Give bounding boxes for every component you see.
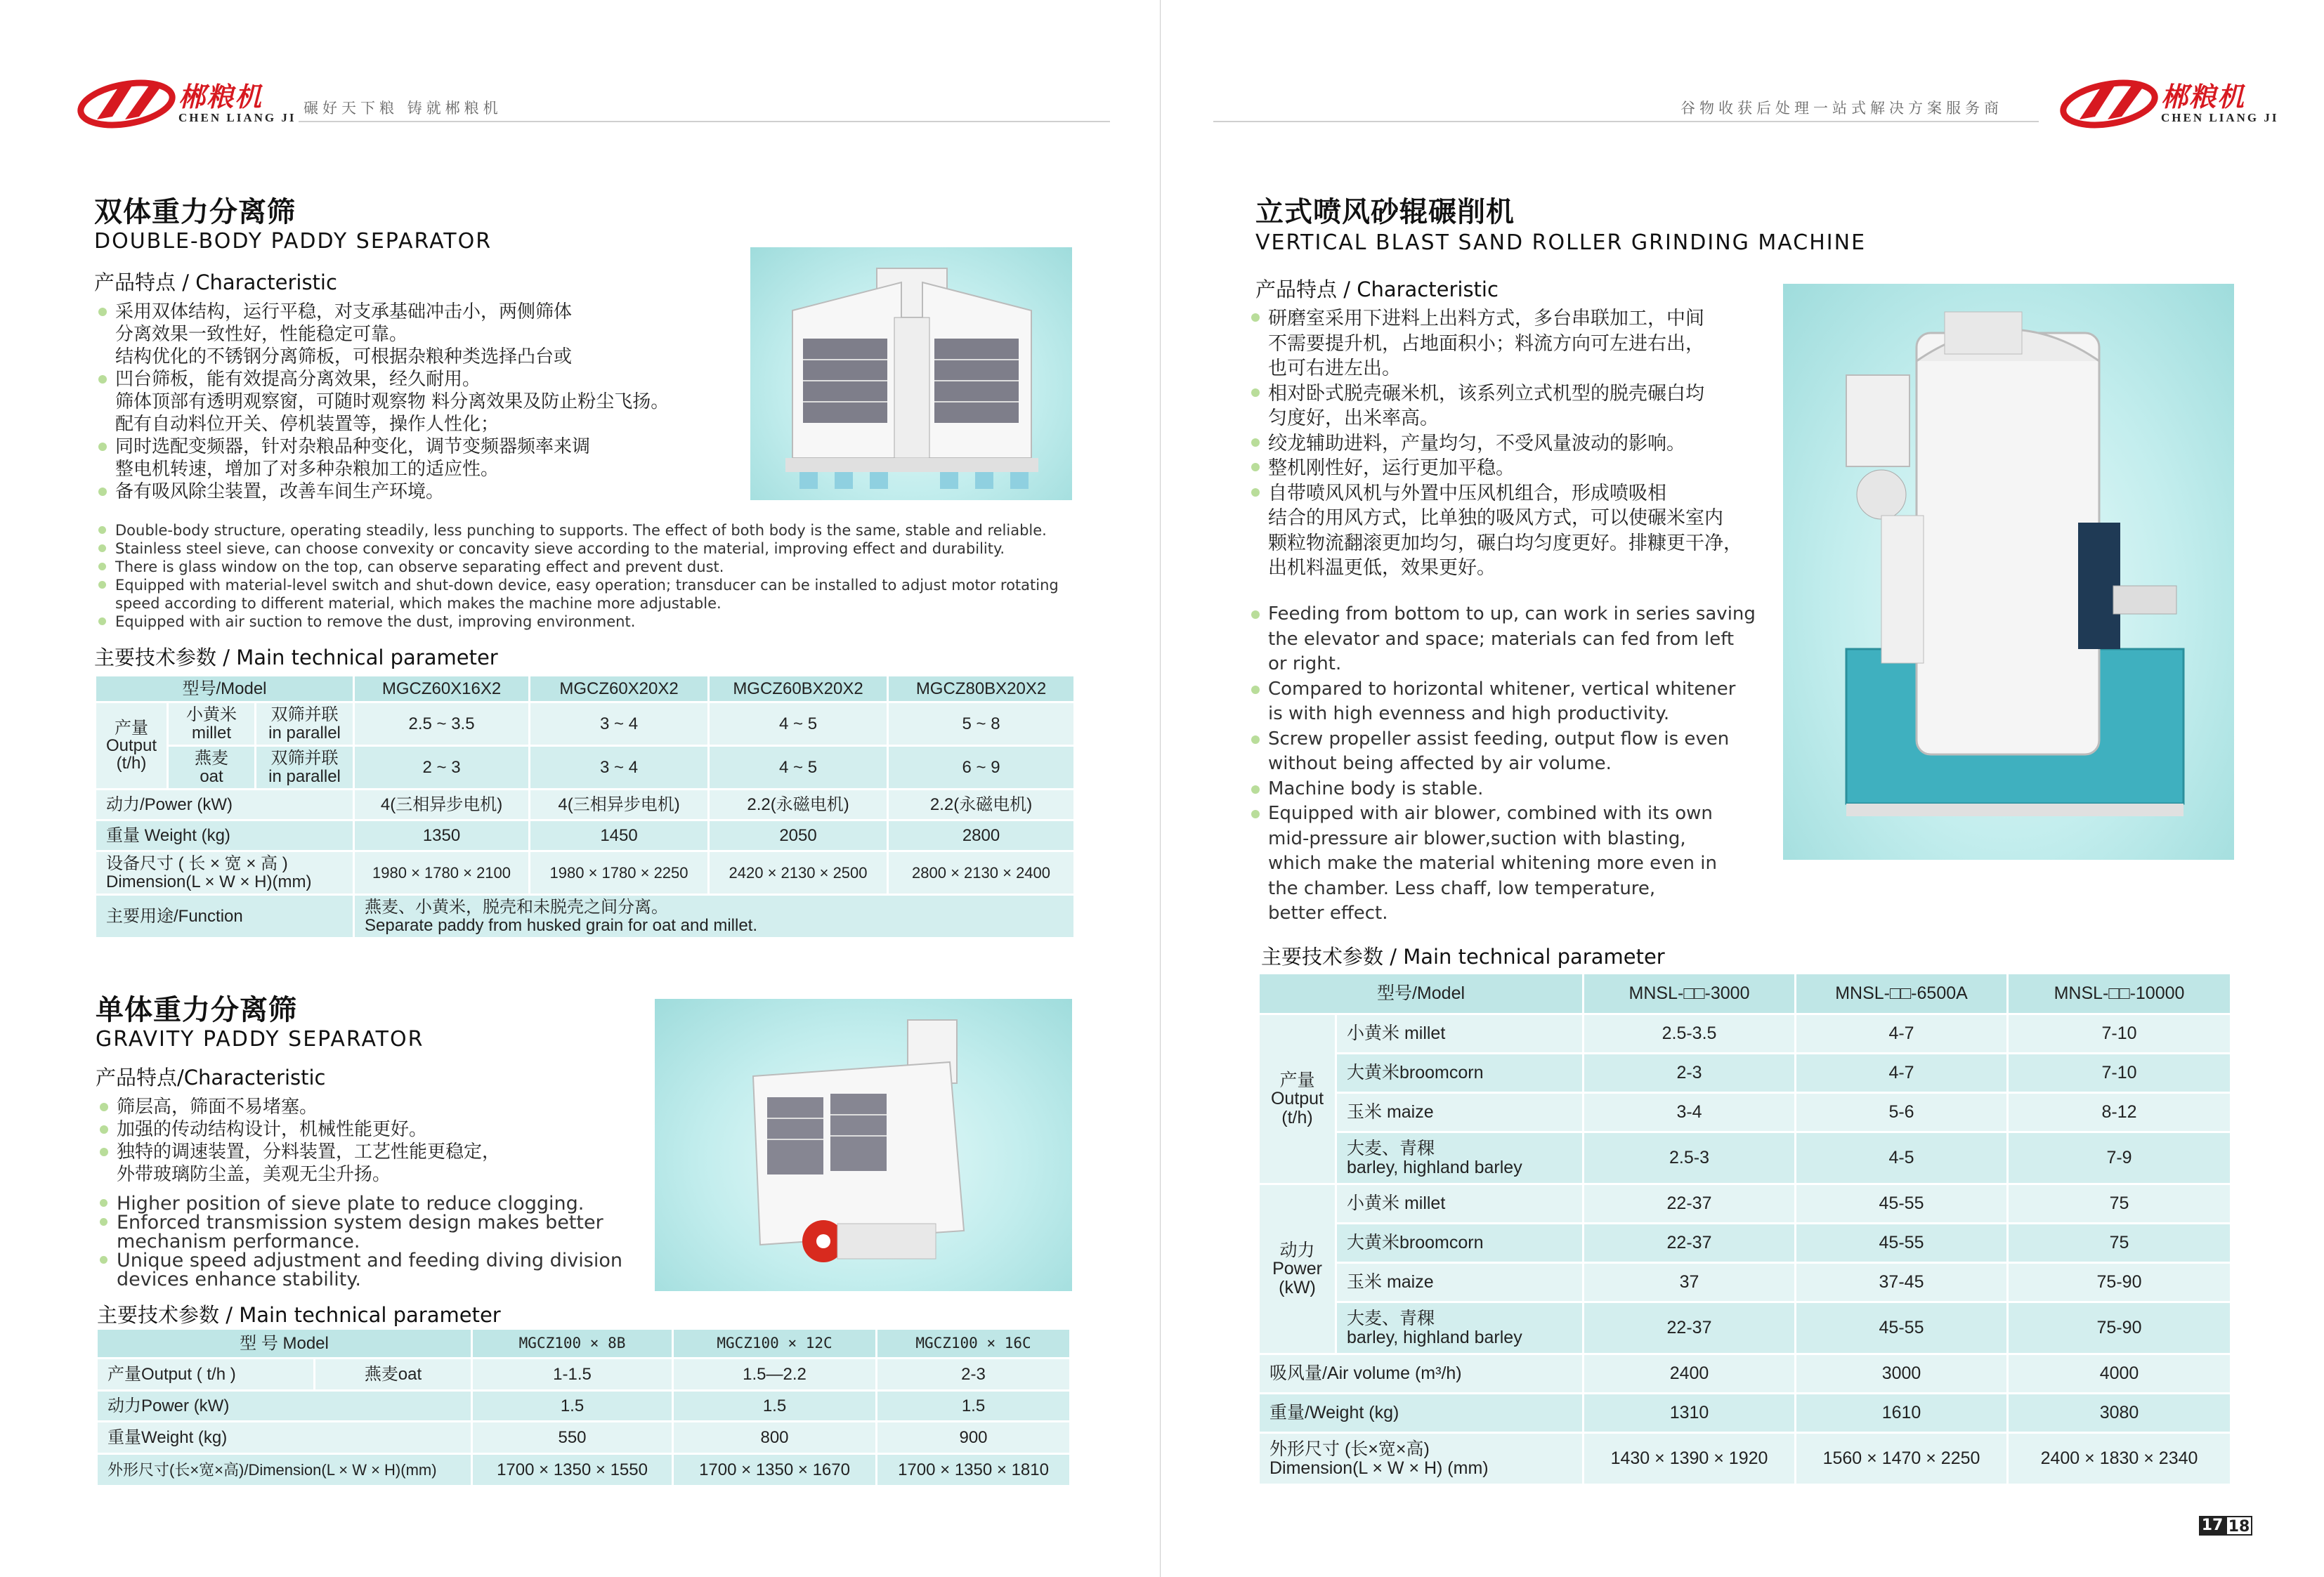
table-cell: 7-9 bbox=[2008, 1132, 2231, 1184]
page-numbers bbox=[2199, 1516, 2252, 1536]
list-item: Higher position of sieve plate to reduce clogging. bbox=[97, 1194, 645, 1213]
brand-name-cn: 郴粮机 bbox=[2161, 81, 2246, 112]
table-cell: 45-55 bbox=[1796, 1302, 2008, 1354]
list-item: There is glass window on the top, can observe separating effect and prevent dust. bbox=[96, 558, 1093, 576]
right-slogan: 谷物收获后处理一站式解决方案服务商 bbox=[1680, 100, 2003, 117]
list-item: 同时选配变频器，针对杂粮品种变化，调节变频器频率来调 整电机转速，增加了对多种杂粮加工的适应性。 bbox=[96, 436, 749, 480]
table-cell: 1.5 bbox=[877, 1391, 1071, 1422]
list-item: 研磨室采用下进料上出料方式，多台串联加工，中间 不需要提升机，占地面积小；料流方向可左进右出， 也可右进左出。 bbox=[1248, 306, 1782, 381]
table-cell: 4-5 bbox=[1796, 1132, 2008, 1184]
output-label: 产量 Output (t/h) bbox=[1259, 1014, 1336, 1184]
grinding-machine-image bbox=[1783, 284, 2234, 860]
list-item: Compared to horizontal whitener, vertical whitener is with high evenness and high productivity. bbox=[1248, 677, 1782, 727]
table-cell: 4-7 bbox=[1796, 1054, 2008, 1093]
table-cell: 7-10 bbox=[2008, 1054, 2231, 1093]
model-col: MNSL-□□-6500A bbox=[1796, 974, 2008, 1014]
s2-title-cn: 单体重力分离筛 bbox=[96, 994, 297, 1026]
table-cell: 1450 bbox=[530, 820, 709, 851]
left-slogan: 碾好天下粮 铸就郴粮机 bbox=[303, 100, 502, 117]
table-cell: 3 ~ 4 bbox=[530, 746, 709, 790]
table-cell: 6 ~ 9 bbox=[888, 746, 1075, 790]
model-col: MGCZ100 × 16C bbox=[877, 1329, 1071, 1359]
header-rule bbox=[1213, 121, 2039, 122]
list-item: 筛层高，筛面不易堵塞。 bbox=[97, 1096, 645, 1118]
output-label: 产量 Output (t/h) bbox=[96, 702, 168, 790]
table-cell: 2400 bbox=[1584, 1354, 1796, 1394]
table-cell: 900 bbox=[877, 1422, 1071, 1454]
table-cell: 1700 × 1350 × 1810 bbox=[877, 1454, 1071, 1486]
table-cell: 1310 bbox=[1584, 1394, 1796, 1433]
s1-title-cn: 双体重力分离筛 bbox=[94, 196, 296, 228]
table-cell: 2.2(永磁电机) bbox=[888, 790, 1075, 820]
crop-label: 小黄米 millet bbox=[1336, 1014, 1584, 1054]
gravity-separator-photo bbox=[655, 999, 1072, 1291]
oat-label: 燕麦 oat bbox=[168, 746, 256, 790]
table-cell: 22-37 bbox=[1584, 1302, 1796, 1354]
table-cell: 2420 × 2130 × 2500 bbox=[709, 851, 888, 895]
crop-label: 玉米 maize bbox=[1336, 1263, 1584, 1302]
brand-name-cn: 郴粮机 bbox=[178, 81, 263, 112]
table-cell: 3-4 bbox=[1584, 1093, 1796, 1132]
brand-logo-icon bbox=[2058, 76, 2164, 132]
gravity-machine-image bbox=[655, 999, 1072, 1291]
list-item: Double-body structure, operating steadily, less punching to supports. The effect of both body is the same, stable and reliable. bbox=[96, 521, 1093, 539]
table-cell: 2-3 bbox=[1584, 1054, 1796, 1093]
crop-label: 玉米 maize bbox=[1336, 1093, 1584, 1132]
table-cell: 2400 × 1830 × 2340 bbox=[2008, 1433, 2231, 1485]
s1-title-en: DOUBLE-BODY PADDY SEPARATOR bbox=[94, 229, 492, 254]
power-label: 动力/Power (kW) bbox=[96, 790, 354, 820]
table-cell: 45-55 bbox=[1796, 1224, 2008, 1263]
model-col: MGCZ100 × 12C bbox=[673, 1329, 877, 1359]
table-cell: 3000 bbox=[1796, 1354, 2008, 1394]
table-cell: 4(三相异步电机) bbox=[354, 790, 530, 820]
crop-label: 小黄米 millet bbox=[1336, 1184, 1584, 1224]
crop-label: 大黄米broomcorn bbox=[1336, 1054, 1584, 1093]
list-item: Equipped with air blower, combined with its own mid-pressure air blower,suction with blasting, which make the material whitening more even in the chamber. Less chaff, low temperature, better effect. bbox=[1248, 801, 1782, 927]
table-cell: 1430 × 1390 × 1920 bbox=[1584, 1433, 1796, 1485]
table-cell: 2 ~ 3 bbox=[354, 746, 530, 790]
grinding-parameter-table bbox=[1258, 972, 2232, 1486]
header-rule bbox=[299, 121, 1110, 122]
list-item: 备有吸风除尘装置，改善车间生产环境。 bbox=[96, 480, 749, 503]
table-cell: 37 bbox=[1584, 1263, 1796, 1302]
list-item: 自带喷风风机与外置中压风机组合，形成喷吸相 结合的用风方式，比单独的吸风方式，可以使碾米室内 颗粒物流翻滚更加均匀，碾白均匀度更好。排糠更干净， 出机料温更低，效果更好。 bbox=[1248, 481, 1782, 581]
table-cell: 550 bbox=[472, 1422, 673, 1454]
model-col: MGCZ100 × 8B bbox=[472, 1329, 673, 1359]
grinding-machine-photo bbox=[1783, 284, 2234, 860]
brand-logo bbox=[76, 76, 296, 132]
s1-cn-bullets bbox=[96, 301, 749, 503]
list-item: Machine body is stable. bbox=[1248, 777, 1782, 802]
table-cell: 4-7 bbox=[1796, 1014, 2008, 1054]
s2-cn-bullets bbox=[97, 1096, 645, 1186]
table-cell: 45-55 bbox=[1796, 1184, 2008, 1224]
table-cell: 75 bbox=[2008, 1224, 2231, 1263]
dimension-label: 设备尺寸 ( 长 × 宽 × 高 ) Dimension(L × W × H)(mm) bbox=[96, 851, 354, 895]
table-cell: 2.5-3 bbox=[1584, 1132, 1796, 1184]
function-label: 主要用途/Function bbox=[96, 895, 354, 938]
table-cell: 1350 bbox=[354, 820, 530, 851]
parameter-heading: 主要技术参数 / Main technical parameter bbox=[1261, 945, 1665, 969]
right-page bbox=[1161, 0, 2324, 1577]
model-col: MGCZ80BX20X2 bbox=[888, 676, 1075, 702]
parallel-label: 双筛并联 in parallel bbox=[256, 702, 354, 746]
cn-bullets bbox=[1248, 306, 1782, 581]
double-body-separator-photo bbox=[750, 247, 1072, 500]
list-item: Screw propeller assist feeding, output flow is even without being affected by air volume. bbox=[1248, 727, 1782, 777]
list-item: Equipped with material-level switch and shut-down device, easy operation; transducer can be installed to adjust motor rotating speed according to different material, which makes the machine more adjustable. bbox=[96, 576, 1093, 613]
table-cell: 2.5-3.5 bbox=[1584, 1014, 1796, 1054]
table-cell: 1700 × 1350 × 1670 bbox=[673, 1454, 877, 1486]
list-item: 整机刚性好，运行更加平稳。 bbox=[1248, 456, 1782, 481]
s1-en-bullets bbox=[96, 521, 1093, 631]
crop-label: 大黄米broomcorn bbox=[1336, 1224, 1584, 1263]
table-cell: 1610 bbox=[1796, 1394, 2008, 1433]
title-en: VERTICAL BLAST SAND ROLLER GRINDING MACHINE bbox=[1255, 230, 1867, 255]
table-cell: 1700 × 1350 × 1550 bbox=[472, 1454, 673, 1486]
table-cell: 3 ~ 4 bbox=[530, 702, 709, 746]
output-label: 产量Output ( t/h ) bbox=[97, 1359, 315, 1391]
table-cell: 22-37 bbox=[1584, 1224, 1796, 1263]
table-cell: 4 ~ 5 bbox=[709, 702, 888, 746]
list-item: Equipped with air suction to remove the dust, improving environment. bbox=[96, 613, 1093, 631]
brand-logo-icon bbox=[76, 76, 181, 132]
title-cn: 立式喷风砂辊碾削机 bbox=[1255, 196, 1515, 228]
power-label: 动力Power (kW) bbox=[97, 1391, 472, 1422]
list-item: 采用双体结构，运行平稳，对支承基础冲击小，两侧筛体 分离效果一致性好，性能稳定可靠。 结构优化的不锈钢分离筛板，可根据杂粮种类选择凸台或 bbox=[96, 301, 749, 368]
brand-name-en: CHEN LIANG JI bbox=[178, 111, 296, 124]
left-page bbox=[0, 0, 1161, 1577]
characteristic-heading: 产品特点 / Characteristic bbox=[1255, 277, 1499, 301]
page-number: 18 bbox=[2226, 1516, 2252, 1536]
s2-parameter-heading: 主要技术参数 / Main technical parameter bbox=[97, 1303, 501, 1327]
page-number: 17 bbox=[2199, 1516, 2226, 1536]
air-volume-label: 吸风量/Air volume (m³/h) bbox=[1259, 1354, 1584, 1394]
s1-parameter-table bbox=[94, 674, 1076, 939]
model-col: MGCZ60X16X2 bbox=[354, 676, 530, 702]
s1-characteristic-heading: 产品特点 / Characteristic bbox=[94, 270, 337, 294]
oat-label: 燕麦oat bbox=[315, 1359, 472, 1391]
table-cell: 1980 × 1780 × 2250 bbox=[530, 851, 709, 895]
list-item: 独特的调速装置，分料装置，工艺性能更稳定， 外带玻璃防尘盖，美观无尘升扬。 bbox=[97, 1141, 645, 1186]
s2-title-en: GRAVITY PADDY SEPARATOR bbox=[96, 1027, 424, 1052]
table-cell: 1.5 bbox=[673, 1391, 877, 1422]
model-header: 型号/Model bbox=[1259, 974, 1584, 1014]
list-item: 绞龙辅助进料，产量均匀，不受风量波动的影响。 bbox=[1248, 431, 1782, 457]
table-cell: 37-45 bbox=[1796, 1263, 2008, 1302]
table-cell: 2800 bbox=[888, 820, 1075, 851]
table-cell: 8-12 bbox=[2008, 1093, 2231, 1132]
s2-characteristic-heading: 产品特点/Characteristic bbox=[96, 1066, 326, 1089]
brand-logo bbox=[2058, 76, 2278, 132]
parallel-label: 双筛并联 in parallel bbox=[256, 746, 354, 790]
list-item: Unique speed adjustment and feeding diving division devices enhance stability. bbox=[97, 1251, 645, 1289]
s2-en-bullets bbox=[97, 1194, 645, 1289]
s2-parameter-table bbox=[96, 1328, 1071, 1487]
list-item: 凹台筛板，能有效提高分离效果，经久耐用。 筛体顶部有透明观察窗，可随时观察物 料分离效果及防止粉尘飞扬。 配有自动料位开关、停机装置等，操作人性化； bbox=[96, 368, 749, 436]
table-cell: 7-10 bbox=[2008, 1014, 2231, 1054]
table-cell: 4 ~ 5 bbox=[709, 746, 888, 790]
crop-label: 大麦、青稞 barley, highland barley bbox=[1336, 1132, 1584, 1184]
model-col: MGCZ60X20X2 bbox=[530, 676, 709, 702]
table-cell: 2-3 bbox=[877, 1359, 1071, 1391]
list-item: 相对卧式脱壳碾米机，该系列立式机型的脱壳碾白均 匀度好，出米率高。 bbox=[1248, 381, 1782, 431]
separator-machine-image bbox=[750, 247, 1072, 500]
list-item: Stainless steel sieve, can choose convexity or concavity sieve according to the material, improving effect and durability. bbox=[96, 539, 1093, 558]
table-cell: 4(三相异步电机) bbox=[530, 790, 709, 820]
table-cell: 800 bbox=[673, 1422, 877, 1454]
weight-label: 重量Weight (kg) bbox=[97, 1422, 472, 1454]
table-cell: 2.2(永磁电机) bbox=[709, 790, 888, 820]
table-cell: 1980 × 1780 × 2100 bbox=[354, 851, 530, 895]
table-cell: 1-1.5 bbox=[472, 1359, 673, 1391]
model-header: 型号/Model bbox=[96, 676, 354, 702]
table-cell: 22-37 bbox=[1584, 1184, 1796, 1224]
table-cell: 2.5 ~ 3.5 bbox=[354, 702, 530, 746]
crop-label: 大麦、青稞 barley, highland barley bbox=[1336, 1302, 1584, 1354]
function-value: 燕麦、小黄米，脱壳和未脱壳之间分离。 Separate paddy from husked grain for oat and millet. bbox=[354, 895, 1075, 938]
table-cell: 5 ~ 8 bbox=[888, 702, 1075, 746]
list-item: Enforced transmission system design makes better mechanism performance. bbox=[97, 1213, 645, 1251]
table-cell: 5-6 bbox=[1796, 1093, 2008, 1132]
s1-parameter-heading: 主要技术参数 / Main technical parameter bbox=[94, 646, 498, 669]
weight-label: 重量 Weight (kg) bbox=[96, 820, 354, 851]
model-col: MNSL-□□-3000 bbox=[1584, 974, 1796, 1014]
table-cell: 4000 bbox=[2008, 1354, 2231, 1394]
dimension-label: 外形尺寸(长×宽×高)/Dimension(L × W × H)(mm) bbox=[97, 1454, 472, 1486]
table-cell: 3080 bbox=[2008, 1394, 2231, 1433]
model-col: MNSL-□□-10000 bbox=[2008, 974, 2231, 1014]
table-cell: 75-90 bbox=[2008, 1263, 2231, 1302]
dimension-label: 外形尺寸 (长×宽×高) Dimension(L × W × H) (mm) bbox=[1259, 1433, 1584, 1485]
table-cell: 2800 × 2130 × 2400 bbox=[888, 851, 1075, 895]
model-col: MGCZ60BX20X2 bbox=[709, 676, 888, 702]
table-cell: 75 bbox=[2008, 1184, 2231, 1224]
list-item: Feeding from bottom to up, can work in series saving the elevator and space; materials can fed from left or right. bbox=[1248, 602, 1782, 677]
power-label: 动力 Power (kW) bbox=[1259, 1184, 1336, 1354]
list-item: 加强的传动结构设计，机械性能更好。 bbox=[97, 1118, 645, 1141]
table-cell: 75-90 bbox=[2008, 1302, 2231, 1354]
table-cell: 1.5 bbox=[472, 1391, 673, 1422]
en-bullets bbox=[1248, 602, 1782, 927]
weight-label: 重量/Weight (kg) bbox=[1259, 1394, 1584, 1433]
model-header: 型 号 Model bbox=[97, 1329, 472, 1359]
brand-name-en: CHEN LIANG JI bbox=[2161, 111, 2279, 124]
table-cell: 1560 × 1470 × 2250 bbox=[1796, 1433, 2008, 1485]
table-cell: 1.5—2.2 bbox=[673, 1359, 877, 1391]
millet-label: 小黄米 millet bbox=[168, 702, 256, 746]
table-cell: 2050 bbox=[709, 820, 888, 851]
